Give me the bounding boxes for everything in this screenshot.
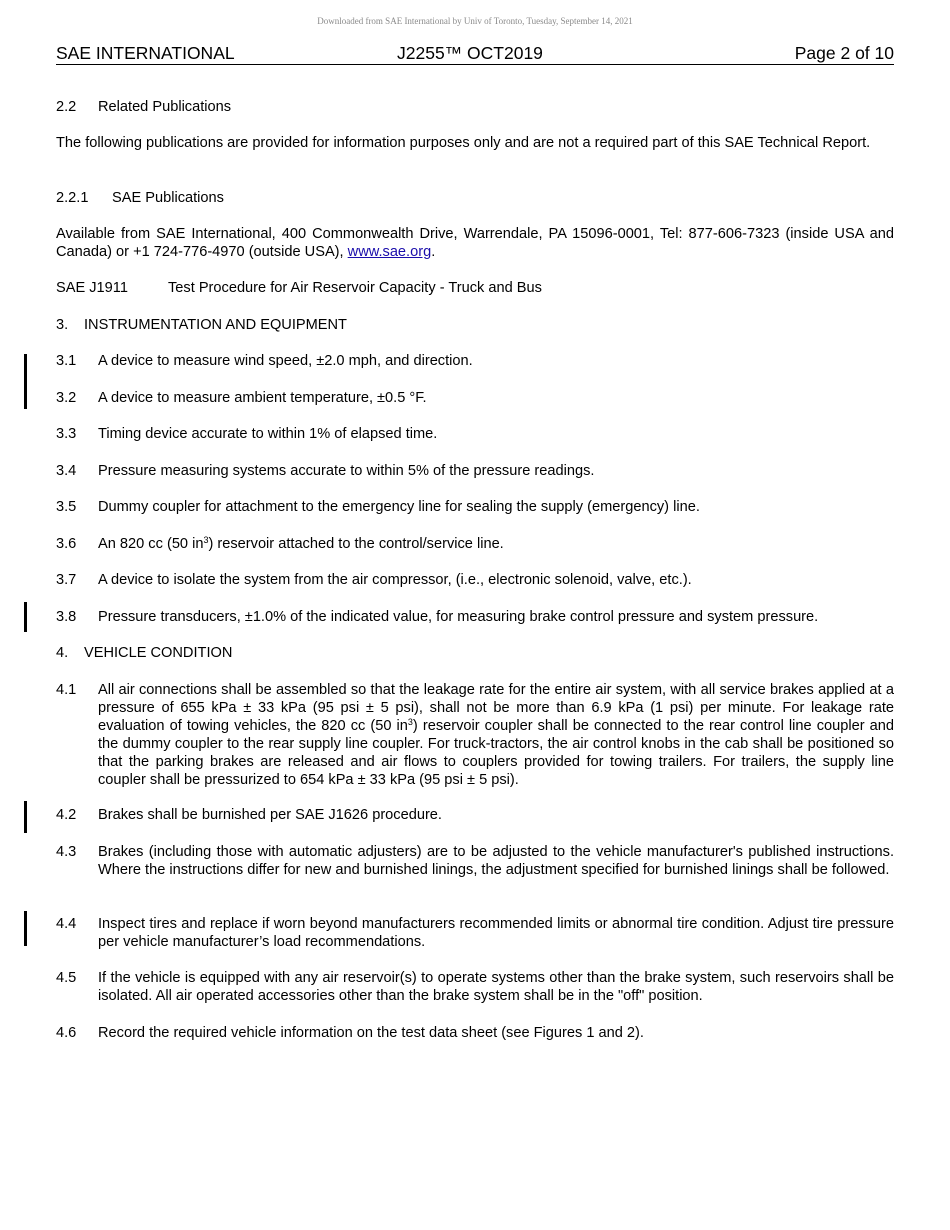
section-title: Related Publications (98, 99, 232, 115)
item-number: 4.5 (56, 970, 77, 986)
list-item (56, 608, 894, 626)
list-item (56, 352, 894, 370)
reference-entry (56, 279, 894, 297)
item-text: Timing device accurate to within 1% of elapsed time. (98, 426, 438, 442)
item-number: 4.3 (56, 844, 77, 860)
list-item (56, 535, 894, 553)
section-heading (56, 316, 894, 334)
reference-id: SAE J1911 (56, 280, 128, 296)
download-watermark: Downloaded from SAE International by Univ of Toronto, Tuesday, September 14, 2021 (317, 16, 633, 26)
header-organization: SAE INTERNATIONAL (56, 43, 235, 63)
list-item (56, 843, 894, 897)
item-text: Pressure measuring systems accurate to within 5% of the pressure readings. (98, 463, 595, 479)
item-number: 3.5 (56, 499, 77, 515)
availability-period: . (431, 244, 436, 260)
item-number: 3.1 (56, 353, 77, 369)
item-number: 4.1 (56, 682, 77, 698)
item-number: 4.6 (56, 1025, 77, 1041)
list-item (56, 969, 894, 1005)
change-bar (24, 602, 27, 632)
section-title: INSTRUMENTATION AND EQUIPMENT (84, 317, 347, 333)
reference-title: Test Procedure for Air Reservoir Capacity - Truck and Bus (168, 280, 542, 296)
header-page-number: Page 2 of 10 (794, 43, 894, 63)
availability-paragraph (56, 225, 894, 261)
item-number: 4.4 (56, 916, 77, 932)
section-number: 2.2 (56, 99, 77, 115)
list-item (56, 389, 894, 407)
section-heading (56, 98, 894, 116)
subsection-heading (56, 189, 894, 207)
list-item (56, 425, 894, 443)
list-item (56, 915, 894, 951)
item-text: Inspect tires and replace if worn beyond manufacturers recommended limits or abnormal tire condition. Adjust tire pressure per vehicle manufacturer’s load recommendations. (98, 916, 894, 950)
item-number: 4.2 (56, 807, 77, 823)
item-text: Brakes (including those with automatic adjusters) are to be adjusted to the vehicle manufacturer's published instructions. Where the instructions differ for new and burnished linings, the adjustment specified for burnished linings shall be followed. (98, 844, 894, 878)
item-text: Pressure transducers, ±1.0% of the indicated value, for measuring brake control pressure and system pressure. (98, 609, 819, 625)
change-bar (24, 911, 27, 946)
item-text: Brakes shall be burnished per SAE J1626 procedure. (98, 807, 442, 823)
list-item (56, 681, 894, 789)
list-item (56, 498, 894, 516)
sae-website-link[interactable]: www.sae.org (347, 244, 432, 260)
section-title: SAE Publications (112, 190, 224, 206)
section-number: 4. (56, 645, 69, 661)
list-item (56, 462, 894, 480)
section-title: VEHICLE CONDITION (84, 645, 233, 661)
item-text: Record the required vehicle information on the test data sheet (see Figures 1 and 2). (98, 1025, 644, 1041)
section-number: 2.2.1 (56, 190, 89, 206)
item-number: 3.2 (56, 390, 77, 406)
paragraph: The following publications are provided for information purposes only and are not a required part of this SAE Technical Report. (56, 135, 871, 151)
section-heading (56, 644, 894, 662)
item-text: A device to isolate the system from the air compressor, (i.e., electronic solenoid, valve, etc.). (98, 572, 692, 588)
list-item (56, 1024, 894, 1042)
item-text: If the vehicle is equipped with any air reservoir(s) to operate systems other than the brake system, such reservoirs shall be isolated. All air operated accessories other than the brake system shall be in the "off" position. (98, 970, 894, 1004)
item-text: A device to measure wind speed, ±2.0 mph, and direction. (98, 353, 473, 369)
item-number: 3.8 (56, 609, 77, 625)
header-document-id: J2255™ OCT2019 (397, 43, 543, 63)
list-item (56, 806, 894, 824)
list-item (56, 571, 894, 589)
page-header (56, 43, 894, 65)
item-text: An 820 cc (50 $in^3$) reservoir attached to the control/service line. (98, 535, 504, 552)
item-text: A device to measure ambient temperature, ±0.5 °F. (98, 390, 427, 406)
item-number: 3.4 (56, 463, 77, 479)
change-bar (24, 801, 27, 833)
item-text: All air connections shall be assembled so that the leakage rate for the entire air system, with all service brakes applied at a pressure of 655 kPa ± 33 kPa (95 psi ± 5 psi), shall not be more than 6.9 kPa (1 psi) per minute. For leakage rate evaluation of towing vehicles, the 820 cc (50 $in^3$) reservoir coupler shall be connected to the rear control line coupler and the dummy coupler to the rear supply line coupler. For truck-tractors, the air control knobs in the cab shall be positioned so that the parking brakes are released and air flows to couplers provided for towing trailers. For trailers, the supply line coupler shall be pressurized to 654 kPa ± 33 kPa (95 psi ± 5 psi). (98, 682, 894, 788)
availability-text: Available from SAE International, 400 Commonwealth Drive, Warrendale, PA 15096-0001, Tel: 877-606-7323 (inside USA and Canada) or +1 724-776-4970 (outside USA), (56, 226, 894, 260)
change-bar (24, 354, 27, 409)
section-number: 3. (56, 317, 69, 333)
item-number: 3.6 (56, 536, 77, 552)
item-text: Dummy coupler for attachment to the emergency line for sealing the supply (emergency) line. (98, 499, 700, 515)
item-number: 3.7 (56, 572, 77, 588)
item-number: 3.3 (56, 426, 77, 442)
